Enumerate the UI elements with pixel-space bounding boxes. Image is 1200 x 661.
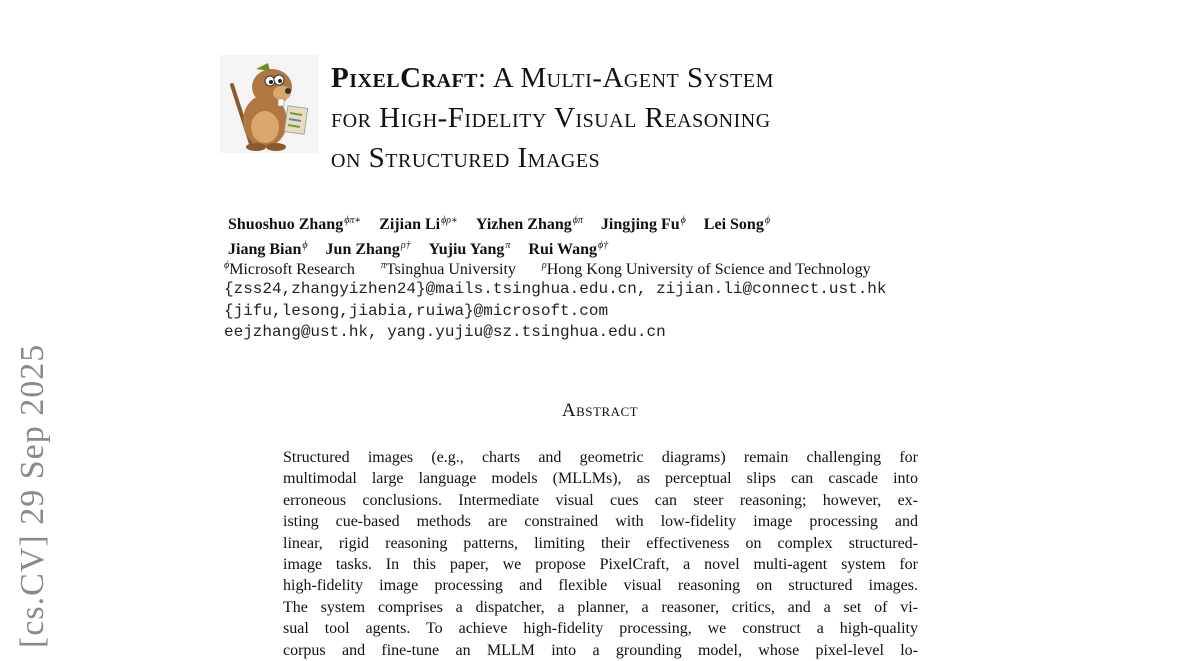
beaver-logo-icon	[220, 55, 318, 153]
author-line-1	[228, 210, 1048, 235]
author: Shuoshuo Zhang$^{\phi\pi∗}$	[228, 215, 362, 233]
abstract-line: The system comprises a dispatcher, a planner, a reasoner, critics, and a set of vi-	[283, 598, 918, 616]
title-line-2: for High-Fidelity Visual Reasoning	[331, 102, 771, 134]
paper-title	[331, 58, 971, 178]
abstract-line: linear, rigid reasoning patterns, limiting their effectiveness on complex structured-	[283, 534, 918, 552]
abstract-line: erroneous conclusions. Intermediate visual cues can steer reasoning; however, ex-	[283, 491, 918, 509]
affiliations	[224, 256, 1124, 280]
system-name: PixelCraft	[331, 62, 479, 94]
abstract-line: sual tool agents. To achieve high-fidelity processing, we construct a high-quality	[283, 620, 918, 638]
author: Jingjing $Fu^\phi$	[600, 215, 686, 233]
author: Yujiu Yang$^\pi$	[428, 240, 511, 258]
abstract-heading: Abstract	[561, 400, 639, 421]
author: Jiang Bian$^\phi$	[228, 240, 308, 258]
affiliation: $^\pi$Tsinghua University	[380, 260, 516, 278]
author: Rui Wang$^{\phi\dagger}$	[528, 240, 609, 258]
author: Zijian $Li^{\phi\rho∗}$	[379, 215, 458, 233]
abstract-line: high-fidelity image processing and flexible visual reasoning on structured images.	[283, 577, 918, 595]
author: Jun Zhang$^{\rho\dagger}$	[325, 240, 411, 258]
author: Lei Song$^\phi$	[703, 215, 770, 233]
email-list	[224, 279, 1124, 344]
arxiv-identifier: [cs.CV] 29 Sep 2025	[14, 343, 51, 648]
email-line[interactable]: {zss24,zhangyizhen24}@mails.tsinghua.edu.cn, zijian.li@connect.ust.hk	[224, 280, 887, 298]
email-line[interactable]: {jifu,lesong,jiabia,ruiwa}@microsoft.com	[224, 301, 609, 320]
title-line-1: : A Multi-Agent System	[478, 62, 774, 94]
author-list	[228, 210, 1048, 260]
abstract-line: isting cue-based methods are constrained with low-fidelity image processing and	[283, 513, 918, 531]
abstract-line: corpus and fine-tune an MLLM into a grounding model, whose pixel-level lo-	[283, 641, 918, 659]
email-line[interactable]: eejzhang@ust.hk, yang.yujiu@sz.tsinghua.edu.cn	[224, 323, 666, 341]
abstract-line: image tasks. In this paper, we propose PixelCraft, a novel multi-agent system for	[283, 556, 918, 574]
affiliation: $^\rho$Hong Kong University of Science and Technology	[541, 260, 871, 278]
abstract-line: multimodal large language models (MLLMs), as perceptual slips can cascade into	[283, 470, 918, 488]
affiliation: $^\phi$Microsoft Research	[224, 260, 355, 278]
author: Yizhen Zhang$^{\phi\pi}$	[475, 215, 583, 233]
title-line-3: on Structured Images	[331, 142, 601, 174]
abstract-body	[283, 447, 918, 661]
abstract-line: Structured images (e.g., charts and geometric diagrams) remain challenging for	[283, 449, 918, 466]
